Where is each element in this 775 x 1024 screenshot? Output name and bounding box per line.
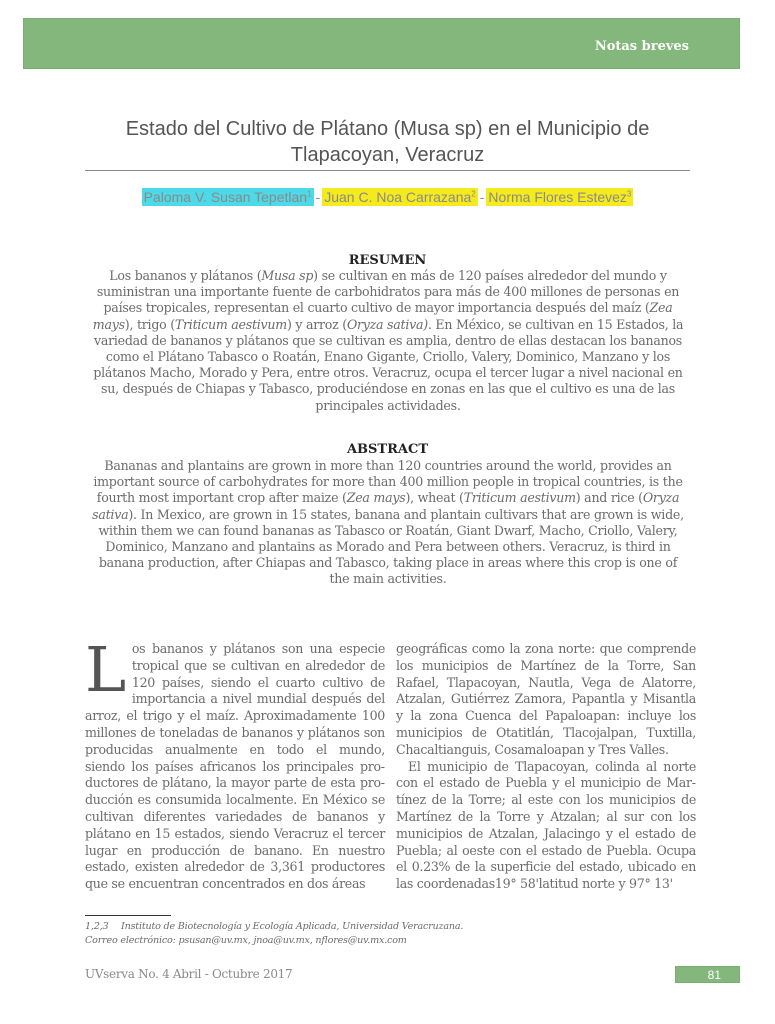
drop-cap: L [85,633,126,706]
author-2 [322,188,478,206]
section-banner [23,18,740,69]
body-column-left [85,633,385,893]
body-paragraph [85,633,385,893]
body-paragraph: geográficas como la zona norte: que comprende los municipios de Martínez de la Torre, San Rafael, Tlapacoyan, Nautla, Vega de Alatorre, Atzalan, Gutiérrez Zamora, Papantla y Misantla y la zona Cuenca del Papaloapan: incluye los municipios de Otatitlán, Tlacojalpan, Tuxtilla, Chacaltianguis, Cosamaloapan y Tres Valles. [396,641,696,757]
footnote-divider [85,915,171,916]
page-number: 81 [707,968,721,982]
article-title-line-2: Tlapacoyan, Veracruz [290,144,485,166]
text-run: . En México, se cultivan en 15 Estados, la variedad de bananos y plátanos que se cultivan es amplia, dentro de ellas destacan los bananos como el Plátano Tabasco o Roatán, Enano Gigante, Criollo, Valery, Dominico, Manzano y los plátanos Macho, Morado y Pera, entre otros. Veracruz, ocupa el tercer lugar a nivel nacional en su, después de Chiapas y Tabasco, produciéndose en zonas en las que el cultivo es una de las principales actividades. [93,316,684,413]
author-name: Paloma V. Susan Tepetlan [143,188,308,205]
journal-issue: UVserva No. 4 Abril - Octubre 2017 [85,967,293,981]
article-title-line-1: Estado del Cultivo de Plátano (Musa sp) en el Municipio de [125,118,650,140]
author-list [0,184,775,207]
text-run: ) se cultivan en más de 120 países alrededor del mundo y suministran una importante fuente de carbohidratos para más de 400 millones de personas en países tropicales, representan el cuarto cultivo de mayor importancia después del maíz ( [96,268,680,316]
author-name: Juan C. Noa Carrazana [324,188,472,205]
text-run-italic: Musa sp [261,268,314,283]
author-3 [486,188,633,206]
author-separator: - [315,188,321,205]
body-column-right [396,641,696,893]
text-run-italic: Triticum aestivum [463,490,576,506]
resumen-text [92,268,684,414]
text-run-italic: Triticum aestivum [174,316,287,332]
section-label: Notas breves [594,39,689,54]
page-number-box [675,966,740,983]
article-title [85,116,690,168]
text-run-italic: Zea mays [346,490,406,506]
author-separator: - [479,188,485,205]
author-name: Norma Flores Estevez [488,188,627,205]
abstract-text [92,458,684,588]
text-run: ), wheat ( [405,490,464,506]
author-affiliation-mark: 3 [626,189,632,198]
footnote [85,920,463,948]
text-run-italic: Oryza sativa [92,490,680,522]
author-affiliation-mark: 1 [307,189,312,198]
text-run: ), trigo ( [124,316,175,332]
abstract-heading: ABSTRACT [346,442,429,457]
resumen-heading: RESUMEN [348,253,427,268]
paragraph-text: os bananos y plátanos son una especie tropical que se cultivan en alrededor de 120 países, siendo el cuarto cultivo de importancia a nivel mundial después del arroz, el trigo y el maíz. Aproximadamente 100 millones de toneladas de bananos y plátanos son producidas anualmente en todo el mundo, siendo los países africanos los principales productores de plátano, la mayor parte de esta producción es consumida localmente. En México se cultivan diferentes variedades de bananos y plátano en 15 estados, siendo Veracruz el tercer lugar en producción de banano. En nuestro estado, existen alrededor de 3,361 productores que se encuentran concentrados en dos áreas [85,641,385,892]
affiliation-text: Instituto de Biotecnología y Ecología Aplicada, Universidad Veracruzana. [121,921,464,932]
text-run: ). In Mexico, are grown in 15 states, banana and plantain cultivars that are grown is wide, within them we can found bananas as Tabasco or Roatán, Giant Dwarf, Macho, Criollo, Valery, Dominico, Manzano and plantains as Morado and Pera between others. Veracruz, is third in banana production, after Chiapas and Tabasco, taking place in areas where this crop is one of the main activities. [98,506,684,587]
text-run-italic: Zea mays [92,300,673,332]
text-run: ) y arroz ( [286,316,347,332]
footnote-affiliation [85,920,463,934]
author-1 [142,188,314,206]
title-divider [85,170,690,171]
footnote-marker: 1,2,3 [85,921,109,932]
text-run: Bananas and plantains are grown in more than 120 countries around the world, provides an important source of carbohydrates for more than 400 million people in tropical countries, is the fourth most important crop after maize ( [93,458,683,506]
text-run-italic: Oryza sativa) [346,316,428,332]
footnote-email: Correo electrónico: psusan@uv.mx, jnoa@uv.mx, nflores@uv.mx.com [85,935,407,946]
text-run: ) and rice ( [575,490,643,506]
body-paragraph: El municipio de Tlapacoyan, colinda al norte con el estado de Puebla y el municipio de Martínez de la Torre; al este con los municipios de Martínez de la Torre y Atzalan; al sur con los municipios de Atzalan, Jalacingo y el estado de Puebla; al oeste con el estado de Puebla. Ocupa el 0.23% de la superficie del estado, ubicado en las coordenadas19° 58'latitud norte y 97° 13' [396,758,696,892]
author-affiliation-mark: 2 [471,189,476,198]
text-run: Los bananos y plátanos ( [109,268,262,283]
